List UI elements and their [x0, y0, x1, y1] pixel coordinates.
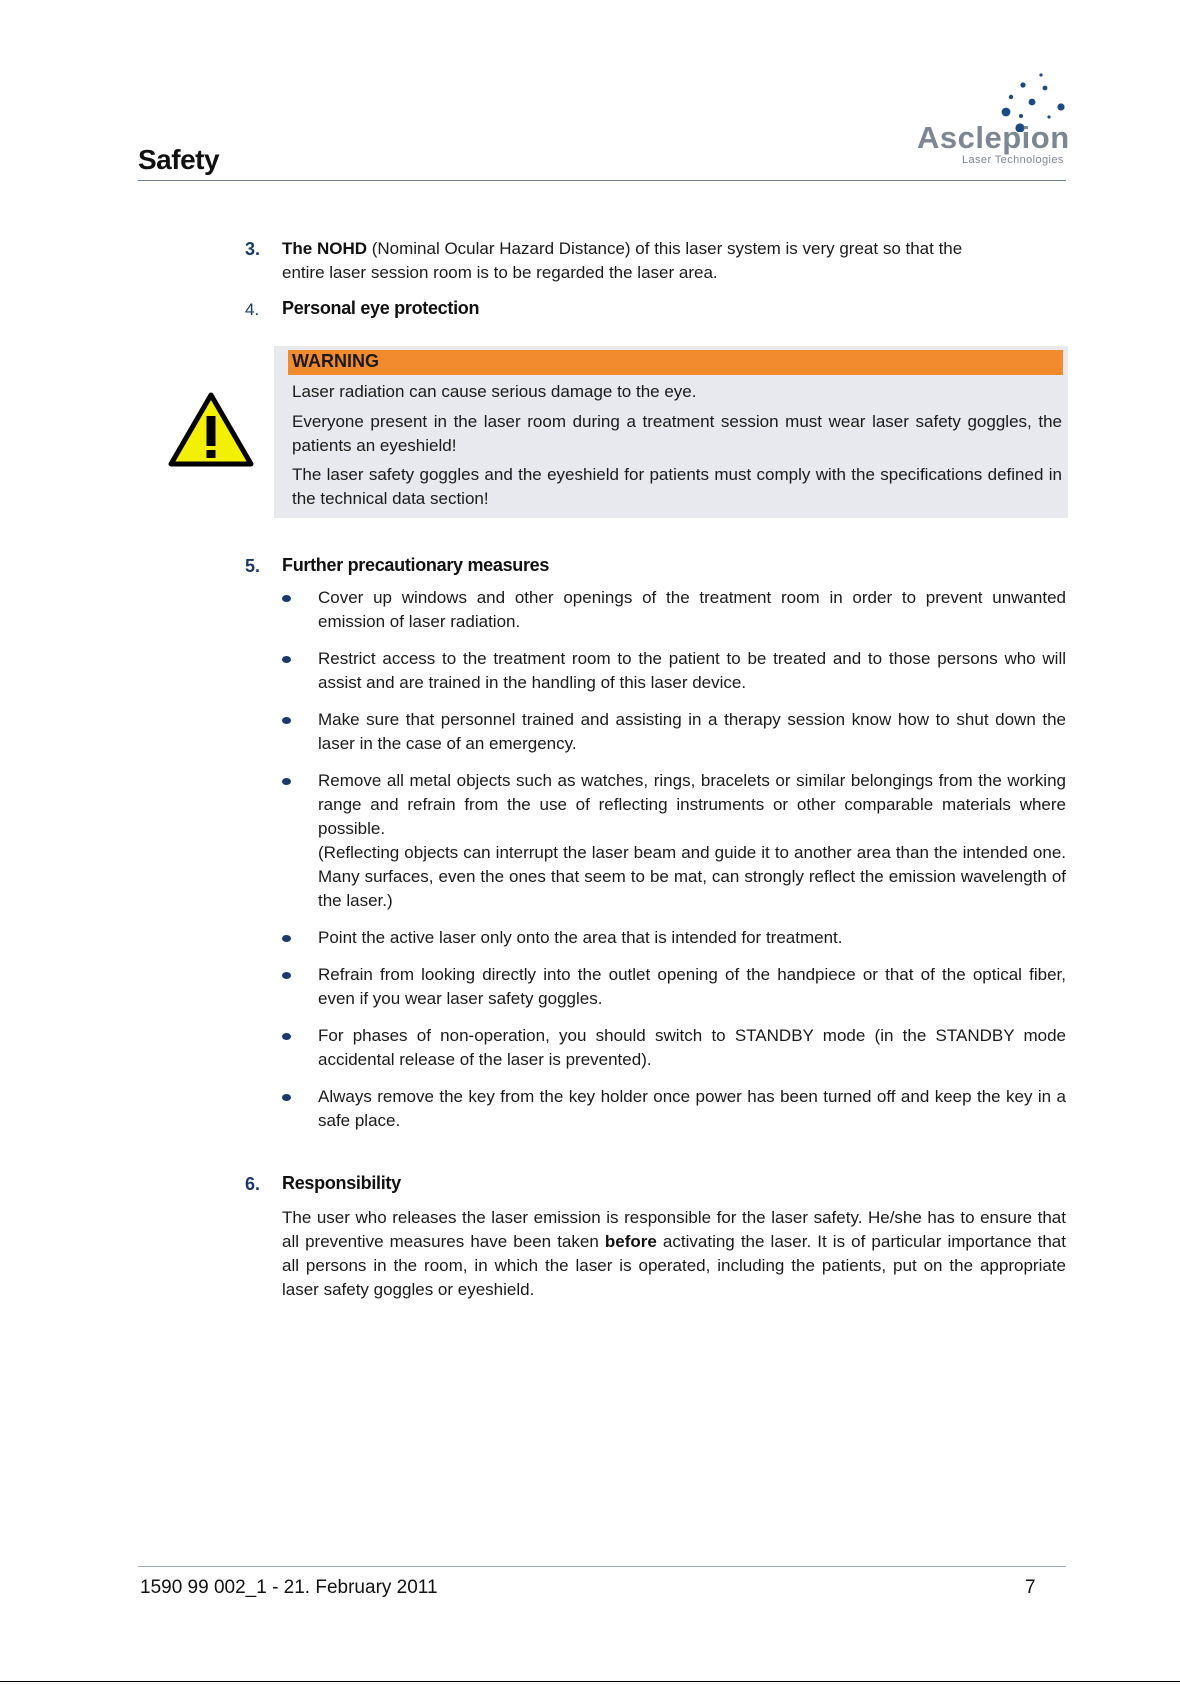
warning-label: WARNING	[292, 351, 379, 371]
bullet-icon	[282, 1033, 291, 1040]
list-item	[282, 963, 1066, 1011]
logo-wordmark: Asclepion	[917, 120, 1070, 155]
bullet-icon	[282, 972, 291, 979]
list-item-text: Always remove the key from the key holder once power has been turned off and keep the key in a safe place.	[318, 1087, 1066, 1130]
heading-responsibility: Responsibility	[282, 1173, 401, 1193]
heading-precautionary-measures: Further precautionary measures	[282, 555, 550, 575]
company-logo	[915, 72, 1070, 172]
warning-line-1: Laser radiation can cause serious damage to the eye.	[292, 382, 697, 401]
footer-divider	[138, 1566, 1066, 1567]
list-item-text: Remove all metal objects such as watches, rings, bracelets or similar belongings from the working range and refrain from the use of reflecting instruments or other comparable materials where possible.	[318, 771, 1066, 838]
page-number: 7	[1025, 1577, 1036, 1598]
nohd-lead: The NOHD	[282, 239, 367, 258]
list-item	[282, 926, 1066, 950]
bullet-icon	[282, 778, 291, 785]
bullet-icon	[282, 717, 291, 724]
warning-triangle-icon	[168, 392, 254, 473]
heading-eye-protection: Personal eye protection	[282, 298, 480, 318]
page-title: Safety	[138, 144, 220, 175]
document-reference: 1590 99 002_1 - 21. February 2011	[140, 1577, 438, 1598]
list-item	[282, 1024, 1066, 1072]
nohd-text-line1: (Nominal Ocular Hazard Distance) of this laser system is very great so that the	[367, 239, 963, 258]
logo-subtitle: Laser Technologies	[962, 154, 1064, 166]
item-number-4: 4.	[245, 300, 260, 319]
list-item-note: (Reflecting objects can interrupt the laser beam and guide it to another area than the intended one. Many surfaces, even the ones that seem to be mat, can strongly reflect the emission wavelength of the laser.)	[318, 843, 1066, 910]
precaution-list	[282, 586, 1066, 1146]
responsibility-emphasis: before	[604, 1232, 657, 1251]
item-number-3: 3.	[245, 239, 261, 259]
nohd-paragraph	[282, 237, 1066, 285]
list-item-text: Restrict access to the treatment room to the patient to be treated and to those persons who will assist and are trained in the handling of this laser device.	[318, 649, 1066, 692]
warning-line-3: The laser safety goggles and the eyeshield for patients must comply with the specifications defined in the technical data section!	[292, 465, 1062, 508]
responsibility-text-1: The user who releases the laser emission is responsible for the laser safety. He/she has to ensure that all preventive measures have been taken	[282, 1208, 1066, 1251]
bullet-icon	[282, 595, 291, 602]
list-item	[282, 769, 1066, 913]
page-bottom-edge	[0, 1681, 1180, 1682]
item-number-5: 5.	[245, 556, 261, 576]
bullet-icon	[282, 1094, 291, 1101]
nohd-text-line2: entire laser session room is to be regarded the laser area.	[282, 263, 718, 282]
list-item-text: Cover up windows and other openings of the treatment room in order to prevent unwanted emission of laser radiation.	[318, 588, 1066, 631]
warning-line-2: Everyone present in the laser room during a treatment session must wear laser safety goggles, the patients an eyeshield!	[292, 412, 1062, 455]
bullet-icon	[282, 656, 291, 663]
warning-banner	[288, 350, 1063, 375]
responsibility-text-2: activating the laser. It is of particular importance that all persons in the room, in which the laser is operated, including the patients, put on the appropriate laser safety goggles or eyeshield.	[282, 1232, 1066, 1299]
item-number-6: 6.	[245, 1174, 261, 1194]
bullet-icon	[282, 935, 291, 942]
list-item	[282, 708, 1066, 756]
list-item-text: Make sure that personnel trained and assisting in a therapy session know how to shut down the laser in the case of an emergency.	[318, 710, 1066, 753]
responsibility-paragraph	[282, 1206, 1066, 1302]
list-item	[282, 1085, 1066, 1133]
list-item	[282, 647, 1066, 695]
list-item-text: Point the active laser only onto the area that is intended for treatment.	[318, 928, 843, 947]
list-item-text: For phases of non-operation, you should switch to STANDBY mode (in the STANDBY mode accidental release of the laser is prevented).	[318, 1026, 1066, 1069]
list-item-text: Refrain from looking directly into the outlet opening of the handpiece or that of the optical fiber, even if you wear laser safety goggles.	[318, 965, 1066, 1008]
header-divider	[138, 180, 1066, 181]
list-item	[282, 586, 1066, 634]
